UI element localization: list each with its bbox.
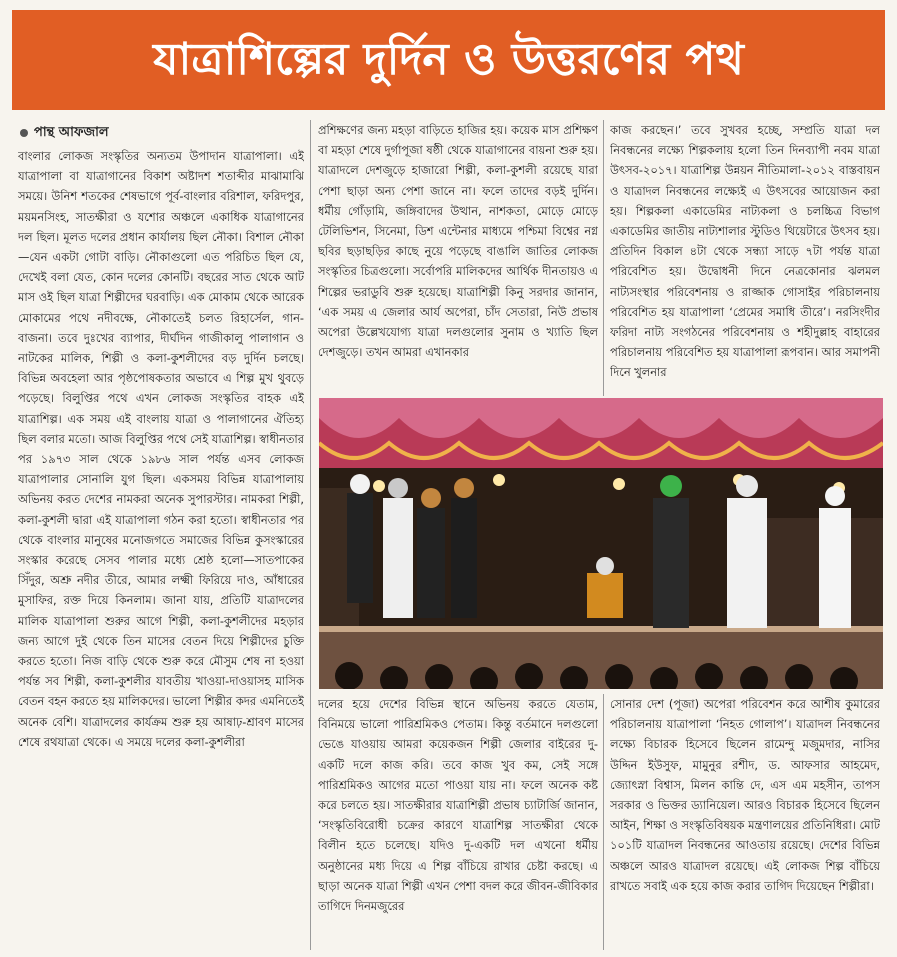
headline-banner: [12, 10, 885, 110]
bullet-icon: [20, 129, 28, 137]
article-column-2-top: [318, 120, 598, 396]
article-column-1: [18, 146, 304, 951]
article-column-2-bottom: [318, 694, 598, 952]
column-divider: [603, 120, 604, 396]
article-column-3-bottom: [610, 694, 880, 952]
byline: [20, 124, 109, 142]
stage-photo-illustration: [319, 398, 883, 689]
stage-performance-photo: [319, 398, 883, 689]
column-1-text: বাংলার লোকজ সংস্কৃতির অন্যতম উপাদান যাত্রাপালা। এই যাত্রাপালা বা যাত্রাগানের বিকাশ অষ্টাদশ শতাব্দীর মাঝামাঝি সময়ে। উনিশ শতকের শেষভাগে পূর্ব-বাংলার বরিশাল, ফরিদপুর, ময়মনসিংহ, সাতক্ষীরা ও যশোর অঞ্চলে একাধিক যাত্রাগানের দল ছিল। মূলত দলের প্রধান কার্যালয় ছিল নৌকা। বিশাল নৌকা—যেন একটা গোটা বাড়ি। নৌকাগুলো এত পরিচিত ছিল যে, দেখেই বলা যেত, কোন দলের কোনটি। বছরের সাত থেকে আট মাস ওই ছিল যাত্রা শিল্পীদের ঘরবাড়ি। এক মোকাম থেকে আরেক মোকামের পথে নদীবক্ষে, নৌকাতেই চলত রিহার্সেল, গান-বাজনা। তবে দুঃখের ব্যাপার, দীর্ঘদিন গাজীকালু পালাগান ও নাটকের মালিক, শিল্পী ও কলা-কুশলীদের বড় দুর্দিন চলছে। বিভিন্ন অবহেলা আর পৃষ্ঠপোষকতার অভাবে এ শিল্প মুখ থুবড়ে পড়েছে। বিলুপ্তির পথে এখন লোকজ সংস্কৃতির বাহক এই যাত্রাশিল্প। এক সময় এই বাংলায় যাত্রা ও পালাগানের ঐতিহ্য ছিল বলার মতো। আজ বিলুপ্তির পথে সেই যাত্রাশিল্প। স্বাধীনতার পর ১৯৭৩ সাল থেকে ১৯৮৬ সাল পর্যন্ত এসব লোকজ যাত্রাপালার সোনালি যুগ ছিল। একসময় বিভিন্ন যাত্রাপালায় অভিনয় করত দেশের নামকরা অনেক সুপারস্টার। নামকরা শিল্পী, কলা-কুশলী দ্বারা এই যাত্রাপালা গঠন করা হতো। স্বাধীনতার পর থেকে বাংলার মানুষের মনোজগতে সমাজের বিভিন্ন কুসংস্কারের সংস্কার করেছে সেসব পালার মধ্যে শ্রেষ্ঠ হলো—সাতপাকের সিঁদুর, অশ্রু নদীর তীরে, আমার লক্ষ্মী ফিরিয়ে দাও, আঁধারের মুসাফির, রক্ত দিয়ে কিনলাম। জানা যায়, প্রতিটি যাত্রাদলের মালিক যাত্রাপালা শুরুর আগে শিল্পী, কলা-কুশলীদের মহড়ার জন্য আগে দুই থেকে তিন মাসের বেতন দিয়ে শিল্পীদের চুক্তি করতে হতো। নিজ বাড়ি থেকে শুরু করে মৌসুম শেষ না হওয়া পর্যন্ত সব শিল্পী, কলা-কুশলীর যাবতীয় খাওয়া-দাওয়াসহ মাসিক বেতন বহন করতে হয় মালিকদের। ভালো শিল্পীর কদর এমনিতেই অনেক বেশি। যাত্রাদলের কার্যক্রম শুরু হয় আষাঢ়-শ্রাবণ মাসের শেষে রথযাত্রা থেকে। এ সময়ে দলের কলা-কুশলীরা: [18, 149, 304, 749]
author-name: পান্থ আফজাল: [34, 124, 109, 140]
column-2-bottom-text: দলের হয়ে দেশের বিভিন্ন স্থানে অভিনয় করতে যেতাম, বিনিময়ে ভালো পারিশ্রমিকও পেতাম। কিন্তু বর্তমানে দলগুলো ভেঙে যাওয়ায় আমরা কয়েকজন শিল্পী জেলার বাইরের দু-একটি দলে কাজ করি। তবে কাজ খুব কম, সেই সঙ্গে পারিশ্রমিকও আগের মতো পাওয়া যায় না। ফলে অনেক কষ্ট করে চলতে হয়। সাতক্ষীরার যাত্রাশিল্পী প্রভাষ চ্যাটার্জি জানান, ‘সংস্কৃতিবিরোধী চক্রের কারণে যাত্রাশিল্প সাতক্ষীরা থেকে বিলীন হতে চলেছে। যদিও দু-একটি দল এখনো ধর্মীয় অনুষ্ঠানের মধ্য দিয়ে এ শিল্প বাঁচিয়ে রাখার চেষ্টা করছে। এ ছাড়া অনেক যাত্রা শিল্পী এখন পেশা বদল করে জীবন-জীবিকার তাগিদে দিনমজুরের: [318, 697, 598, 914]
article-column-3-top: [610, 120, 880, 396]
column-2-top-text: প্রশিক্ষণের জন্য মহড়া বাড়িতে হাজির হয়। কয়েক মাস প্রশিক্ষণ বা মহড়া শেষে দুর্গাপূজা ষষ্ঠী থেকে যাত্রাগানের বায়না শুরু হয়। যাত্রাদলে দেশজুড়ে হাজারো শিল্পী, কলা-কুশলী রয়েছে যারা পেশা ছাড়া অন্য পেশা জানে না। ফলে তাদের বড়ই দুর্দিন। ধর্মীয় গোঁড়ামি, জঙ্গিবাদের উত্থান, নাশকতা, মোড়ে মোড়ে টেলিভিশন, সিনেমা, ডিশ এন্টেনার মাধ্যমে পশ্চিমা বিশ্বের নগ্ন ছবির ছড়াছড়ির কাছে নুয়ে পড়েছে বাঙালি জাতির লোকজ সংস্কৃতির চিত্রগুলো। সর্বোপরি মালিকদের আর্থিক দীনতায়ও এ শিল্পের ভরাডুবি শুরু হয়েছে। যাত্রাশিল্পী কিনু সরদার জানান, ‘এক সময় এ জেলার আর্য অপেরা, চাঁদ সেতারা, নিউ প্রভাষ অপেরা উল্লেখযোগ্য যাত্রা দলগুলোর সুনাম ও খ্যাতি ছিল দেশজুড়ে। তখন আমরা এখানকার: [318, 123, 598, 360]
headline: যাত্রাশিল্পের দুর্দিন ও উত্তরণের পথ: [153, 33, 744, 85]
column-3-top-text: কাজ করছেন।’ তবে সুখবর হচ্ছে, সম্প্রতি যাত্রা দল নিবন্ধনের লক্ষ্যে শিল্পকলায় হলো তিন দিনব্যাপী নবম যাত্রা উৎসব-২০১৭। যাত্রাশিল্প উন্নয়ন নীতিমালা-২০১২ বাস্তবায়ন ও যাত্রাদল নিবন্ধনের লক্ষ্যেই এ উৎসবের আয়োজন করা হয়। শিল্পকলা একাডেমির নাট্যকলা ও চলচ্চিত্র বিভাগ একাডেমির জাতীয় নাট্যশালার স্টুডিও থিয়েটারে উৎসব হয়। প্রতিদিন বিকাল ৪টা থেকে সন্ধ্যা সাড়ে ৭টা পর্যন্ত যাত্রা পরিবেশিত হয়। উদ্বোধনী দিনে নেত্রকোনার ঝলমল নাট্যসংস্থার পরিবেশনায় ও রাজ্জাক গোসাইর পরিচালনায় পরিবেশিত হয় যাত্রাপালা ‘প্রেমের সমাধি তীরে’। নরসিংদীর ফরিদা নাট্য সংগঠনের পরিবেশনায় ও শহীদুল্লাহ বাহারের পরিচালনায় পরিবেশিত হয় যাত্রাপালা রূপবান। আর সমাপনী দিনে খুলনার: [610, 123, 880, 380]
column-divider: [603, 694, 604, 950]
column-divider: [310, 120, 311, 950]
column-3-bottom-text: সোনার দেশ (পূজা) অপেরা পরিবেশন করে আশীষ কুমারের পরিচালনায় যাত্রাপালা ‘নিহত গোলাপ’। যাত্রাদল নিবন্ধনের লক্ষ্যে বিচারক হিসেবে ছিলেন রামেন্দু মজুমদার, নাসির উদ্দিন ইউসুফ, মামুনুর রশীদ, ড. আফসার আহমেদ, জ্যোৎস্না বিশ্বাস, মিলন কান্তি দে, এস এম মহসীন, তাপস সরকার ও ভিক্তর ড্যানিয়েল। আরও বিচারক হিসেবে ছিলেন আইন, শিক্ষা ও সংস্কৃতিবিষয়ক মন্ত্রণালয়ের প্রতিনিধিরা। মোট ১০১টি যাত্রাদল নিবন্ধনের আওতায় রয়েছে। দেশের বিভিন্ন অঞ্চলে আরও যাত্রাদল রয়েছে। এই লোকজ শিল্প বাঁচিয়ে রাখতে সবাই এক হয়ে কাজ করার তাগিদ দিয়েছেন শিল্পীরা।: [610, 697, 880, 893]
